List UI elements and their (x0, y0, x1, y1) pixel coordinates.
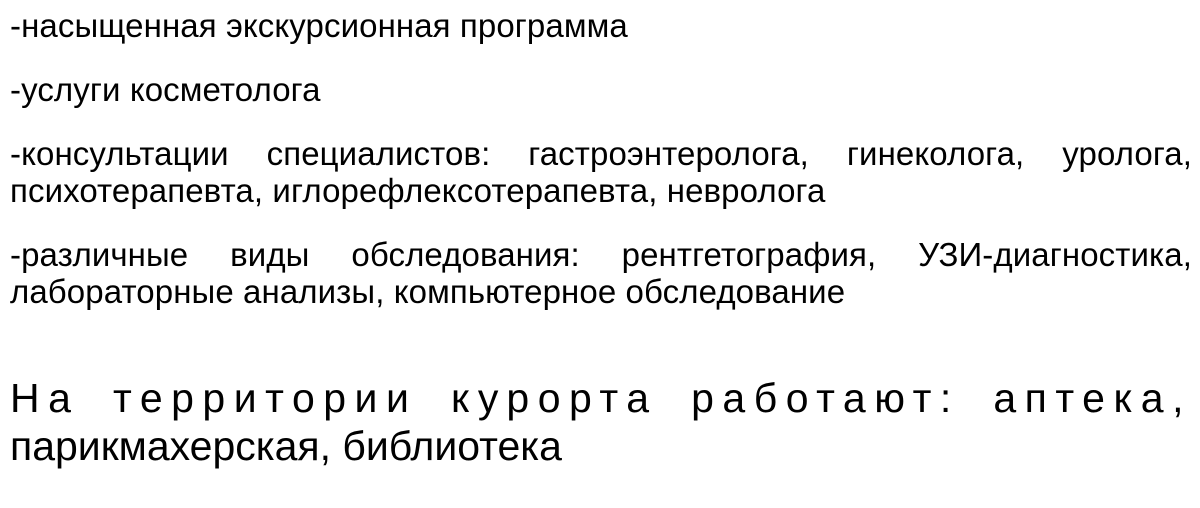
text-line: -различные виды обследования: рентгетография, УЗИ-диагностика, (10, 236, 1192, 273)
text-line: -консультации специалистов: гастроэнтеролога, гинеколога, уролога, (10, 135, 1192, 172)
text-line: На территории курорта работают: аптека, (10, 375, 1192, 421)
text-line: -услуги косметолога (10, 71, 321, 108)
text-line: парикмахерская, библиотека (10, 423, 562, 469)
bullet-item-examinations (10, 236, 1192, 310)
text-line: -насыщенная экскурсионная программа (10, 7, 628, 44)
bullet-item-consultations (10, 135, 1192, 209)
text-line: лабораторные анализы, компьютерное обследование (10, 273, 846, 310)
text-line: психотерапевта, иглорефлексотерапевта, невролога (10, 172, 826, 209)
bullet-item-excursions (10, 7, 1192, 44)
bullet-item-cosmetologist (10, 71, 1192, 108)
resort-facilities-statement (10, 374, 1192, 470)
